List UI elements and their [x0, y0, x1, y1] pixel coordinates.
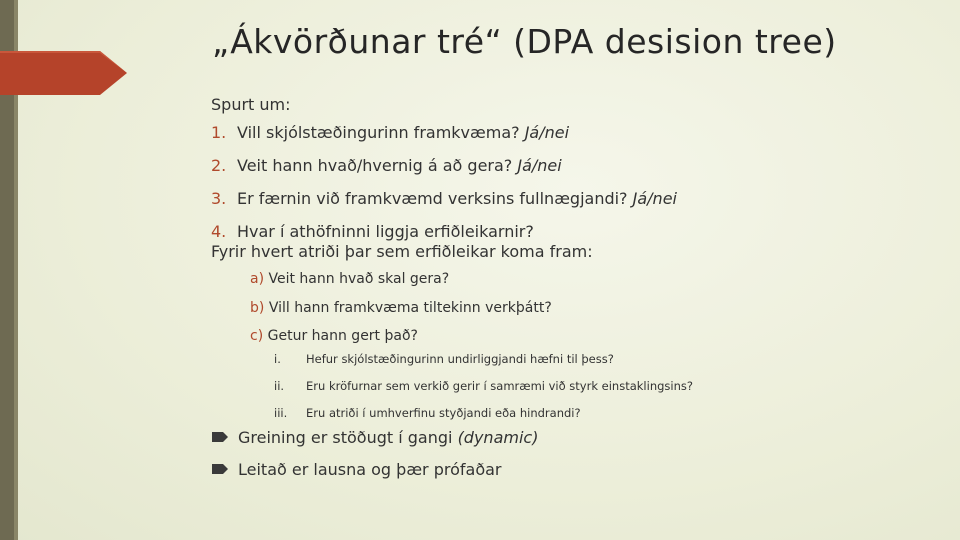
question-item — [211, 123, 677, 156]
roman-item-label: ii. — [274, 379, 285, 393]
bullet-text: Leitað er lausna og þær prófaðar — [238, 460, 502, 479]
bullet-text: Greining er stöðugt í gangi — [238, 428, 458, 447]
intro-text: Spurt um: — [211, 95, 291, 114]
question-number: 2. — [211, 156, 227, 175]
sub-item-label: c) — [250, 328, 264, 344]
roman-item — [274, 352, 693, 379]
arrow-bullet-icon — [212, 464, 228, 474]
question-number: 1. — [211, 123, 227, 142]
roman-item — [274, 379, 693, 406]
question-item — [211, 156, 677, 189]
sub-item-label: b) — [250, 299, 265, 316]
question-item — [211, 189, 677, 222]
question-answer: Já/nei — [524, 123, 570, 142]
bullet-italic: (dynamic) — [457, 428, 539, 447]
roman-item-label: i. — [274, 352, 281, 366]
question-text: Vill skjólstæðingurinn framkvæma? — [237, 123, 525, 142]
question-text: Veit hann hvað/hvernig á að gera? — [237, 156, 518, 175]
sub-item-text: Getur hann gert það? — [267, 328, 418, 344]
title-accent-arrow — [0, 51, 127, 95]
question-text: Er færnin við framkvæmd verksins fullnægjandi? — [237, 189, 633, 208]
sub-item-list — [250, 271, 552, 357]
question-number: 3. — [211, 189, 227, 208]
question-list — [211, 123, 677, 255]
sub-item-label: a) — [250, 271, 265, 287]
question-number: 4. — [211, 222, 227, 241]
sub-item-text: Veit hann hvað skal gera? — [268, 271, 450, 287]
sub-item — [250, 300, 552, 329]
sub-item — [250, 271, 552, 300]
roman-item-label: iii. — [274, 406, 288, 420]
arrow-bullet-icon — [212, 432, 228, 442]
bullet-list — [212, 428, 538, 492]
roman-item-text: Hefur skjólstæðingurinn undirliggjandi hæfni til þess? — [306, 352, 614, 366]
roman-item-text: Eru kröfurnar sem verkið gerir í samræmi við styrk einstaklingsins? — [306, 379, 693, 393]
bullet-item — [212, 428, 538, 460]
roman-item-list — [274, 352, 693, 433]
roman-item-text: Eru atriði í umhverfinu styðjandi eða hindrandi? — [306, 406, 581, 420]
every-step-text: Fyrir hvert atriði þar sem erfiðleikar koma fram: — [211, 242, 593, 261]
question-text: Hvar í athöfninni liggja erfiðleikarnir? — [237, 222, 534, 241]
question-answer: Já/nei — [517, 156, 562, 175]
question-answer: Já/nei — [632, 189, 677, 208]
sub-item-text: Vill hann framkvæma tiltekinn verkþátt? — [268, 299, 552, 316]
slide-title: „Ákvörðunar tré“ (DPA desision tree) — [212, 22, 837, 61]
bullet-item — [212, 460, 538, 492]
